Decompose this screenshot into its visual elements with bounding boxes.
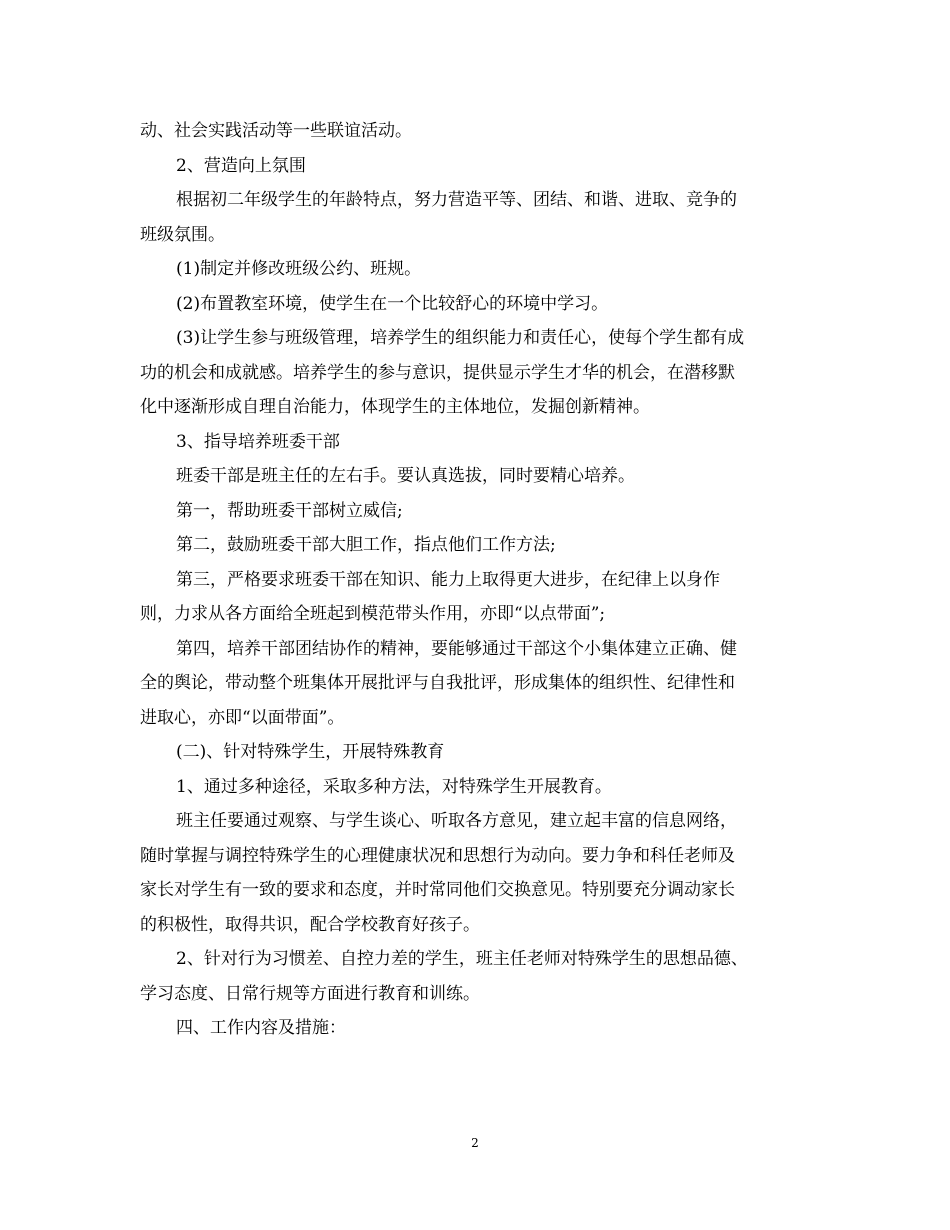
- text-line: 功的机会和成就感。培养学生的参与意识，提供显示学生才华的机会，在潜移默: [140, 362, 735, 383]
- text-line: 班主任要通过观察、与学生谈心、听取各方意见，建立起丰富的信息网络，: [176, 811, 737, 831]
- text-line: 家长对学生有一致的要求和态度，并时常同他们交换意见。特别要充分调动家长: [140, 880, 735, 900]
- text-line: (二)、针对特殊学生，开展特殊教育: [176, 742, 445, 762]
- text-line: (2)布置教室环境，使学生在一个比较舒心的环境中学习。: [176, 293, 609, 314]
- text-line: 2、营造向上氛围: [176, 155, 306, 176]
- text-line: 1、通过多种途径，采取多种方法，对特殊学生开展教育。: [176, 776, 612, 797]
- text-line: 班委干部是班主任的左右手。要认真选拔，同时要精心培养。: [176, 466, 635, 486]
- document-body: [140, 114, 806, 1046]
- text-line: 化中逐渐形成自理自治能力，体现学生的主体地位，发掘创新精神。: [140, 397, 650, 417]
- text-line: 进取心，亦即“以面带面”。: [140, 707, 345, 728]
- text-line: 3、指导培养班委干部: [176, 431, 340, 452]
- text-line: 2、针对行为习惯差、自控力差的学生，班主任老师对特殊学生的思想品德、: [176, 949, 748, 969]
- text-line: 全的舆论，带动整个班集体开展批评与自我批评，形成集体的组织性、纪律性和: [140, 673, 735, 693]
- text-line: (3)让学生参与班级管理，培养学生的组织能力和责任心，使每个学生都有成: [176, 328, 745, 348]
- page-number: 2: [471, 1136, 479, 1150]
- text-line: 根据初二年级学生的年龄特点，努力营造平等、团结、和谐、进取、竞争的: [176, 190, 737, 210]
- text-line: 则，力求从各方面给全班起到模范带头作用，亦即“以点带面”;: [140, 604, 606, 624]
- text-line: 第二，鼓励班委干部大胆工作，指点他们工作方法;: [176, 535, 556, 555]
- text-line: 随时掌握与调控特殊学生的心理健康状况和思想行为动向。要力争和科任老师及: [140, 845, 735, 866]
- text-line: 第一，帮助班委干部树立威信;: [176, 500, 403, 521]
- text-line: 学习态度、日常行规等方面进行教育和训练。: [140, 983, 480, 1004]
- text-line: 第四，培养干部团结协作的精神，要能够通过干部这个小集体建立正确、健: [176, 638, 737, 659]
- text-line: 动、社会实践活动等一些联谊活动。: [140, 121, 412, 141]
- text-line: 的积极性，取得共识，配合学校教育好孩子。: [140, 914, 480, 935]
- text-line: 班级氛围。: [140, 224, 225, 245]
- text-line: 四、工作内容及措施：: [176, 1018, 346, 1038]
- text-line: (1)制定并修改班级公约、班规。: [176, 259, 422, 279]
- text-line: 第三，严格要求班委干部在知识、能力上取得更大进步，在纪律上以身作: [176, 569, 720, 590]
